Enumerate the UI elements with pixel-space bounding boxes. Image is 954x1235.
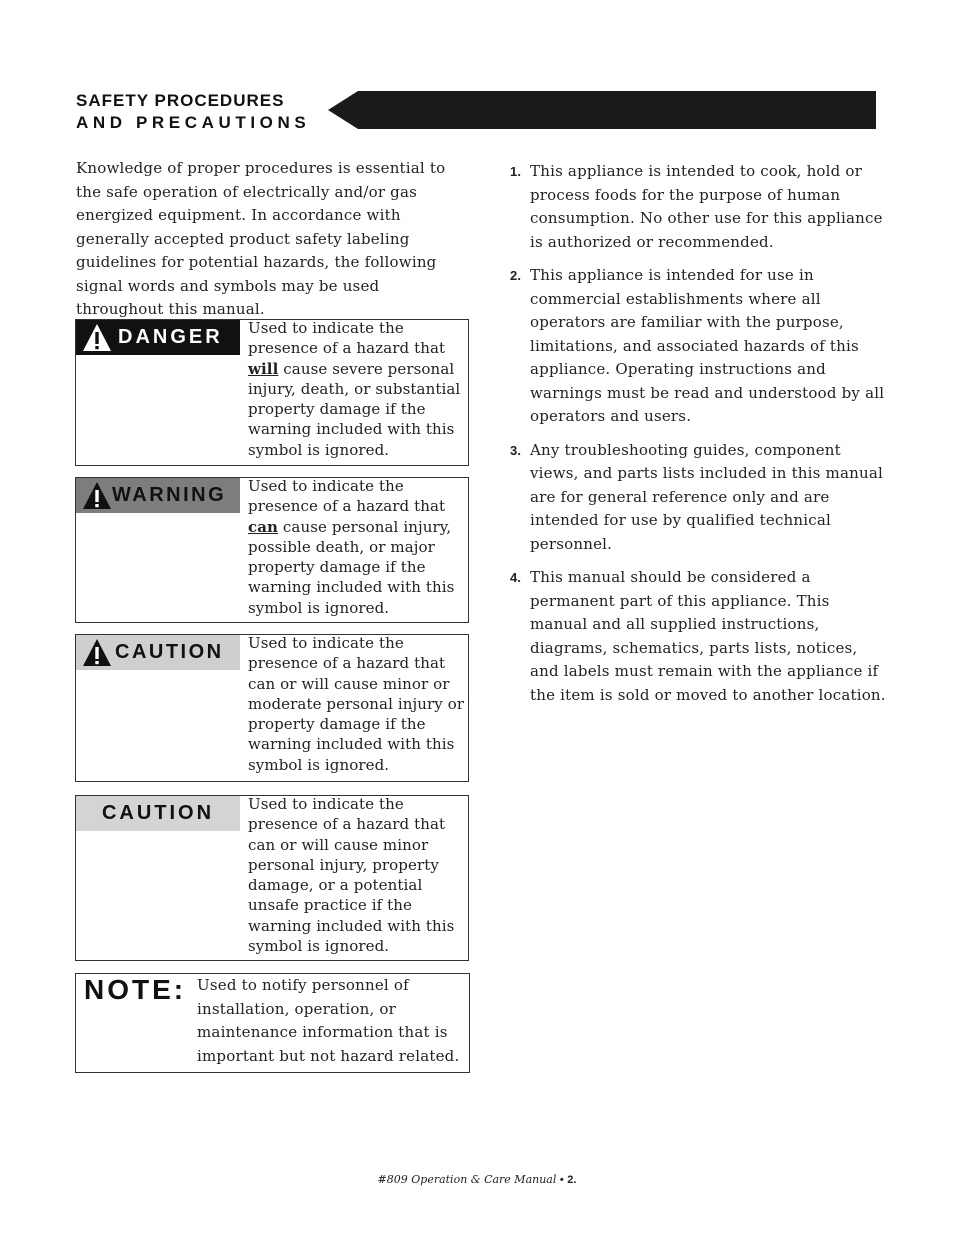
list-item-number: 4.	[510, 570, 522, 585]
list-item	[510, 264, 890, 429]
warning-signal-box	[75, 477, 469, 623]
list-item-text: This appliance is intended for use in commercial establishments where all operators are familiar with the purpose, limitations, and associated hazards of this appliance. Operating instructions and warnings must be read and understood by all operators and users.	[530, 266, 885, 425]
warning-triangle-icon	[82, 638, 112, 668]
page-footer	[0, 1173, 954, 1186]
header-title-line-1: SAFETY PROCEDURES	[76, 91, 285, 110]
caution-word: CAUTION	[115, 641, 224, 663]
footer-page-number: 2.	[567, 1174, 577, 1186]
caution-plain-label	[76, 796, 240, 831]
intro-paragraph: Knowledge of proper procedures is essential to the safe operation of electrically and/or gas energized equipment. In accordance with generally accepted product safety labeling guidelines for potential hazards, the following signal words and symbols may be used throughout this manual.	[76, 159, 446, 318]
caution-label	[76, 635, 240, 670]
list-item-text: This manual should be considered a permanent part of this appliance. This manual and all supplied instructions, diagrams, schematics, parts lists, notices, and labels must remain with the appliance if the item is sold or moved to another location.	[530, 568, 886, 704]
list-item	[510, 160, 890, 254]
list-item-number: 1.	[510, 164, 522, 179]
caution-description: Used to indicate the presence of a hazard that can or will cause minor or moderate personal injury or property damage if the warning included with this symbol is ignored.	[248, 634, 465, 774]
danger-description: Used to indicate the presence of a hazard that will cause severe personal injury, death, or substantial property damage if the warning included with this symbol is ignored.	[248, 319, 461, 459]
list-item	[510, 566, 890, 707]
list-item	[510, 439, 890, 557]
note-label: NOTE:	[84, 974, 187, 1005]
list-item-number: 3.	[510, 442, 522, 458]
footer-manual-title: #809 Operation & Care Manual	[377, 1173, 557, 1186]
warning-word: WARNING	[112, 484, 227, 506]
danger-word: DANGER	[118, 326, 223, 348]
note-box	[75, 973, 470, 1073]
footer-bullet: •	[559, 1174, 564, 1186]
danger-signal-box	[75, 319, 469, 466]
header-title-line-2: AND PRECAUTIONS	[76, 113, 311, 132]
caution-plain-signal-box	[75, 795, 469, 961]
warning-description: Used to indicate the presence of a hazard that can cause personal injury, possible death, or major property damage if the warning included with this symbol is ignored.	[248, 477, 455, 617]
list-item-text: This appliance is intended to cook, hold or process foods for the purpose of human consumption. No other use for this appliance is authorized or recommended.	[530, 162, 883, 251]
caution-plain-description: Used to indicate the presence of a hazard that can or will cause minor personal injury, property damage, or a potential unsafe practice if the warning included with this symbol is ignored.	[248, 795, 455, 956]
note-description: Used to notify personnel of installation, operation, or maintenance information that is important but not hazard related.	[197, 976, 460, 1065]
danger-label	[76, 320, 240, 355]
warning-triangle-icon	[82, 481, 112, 511]
section-header-title	[76, 90, 326, 134]
caution-plain-word: CAUTION	[101, 802, 215, 824]
list-item-text: Any troubleshooting guides, component views, and parts lists included in this manual are for general reference only and are intended for use by qualified technical personnel.	[530, 440, 883, 553]
header-bar	[328, 91, 876, 129]
warning-label	[76, 478, 240, 513]
list-item-number: 2.	[510, 268, 522, 283]
caution-signal-box	[75, 634, 469, 782]
warning-triangle-icon	[82, 323, 112, 353]
precautions-list	[510, 160, 890, 717]
